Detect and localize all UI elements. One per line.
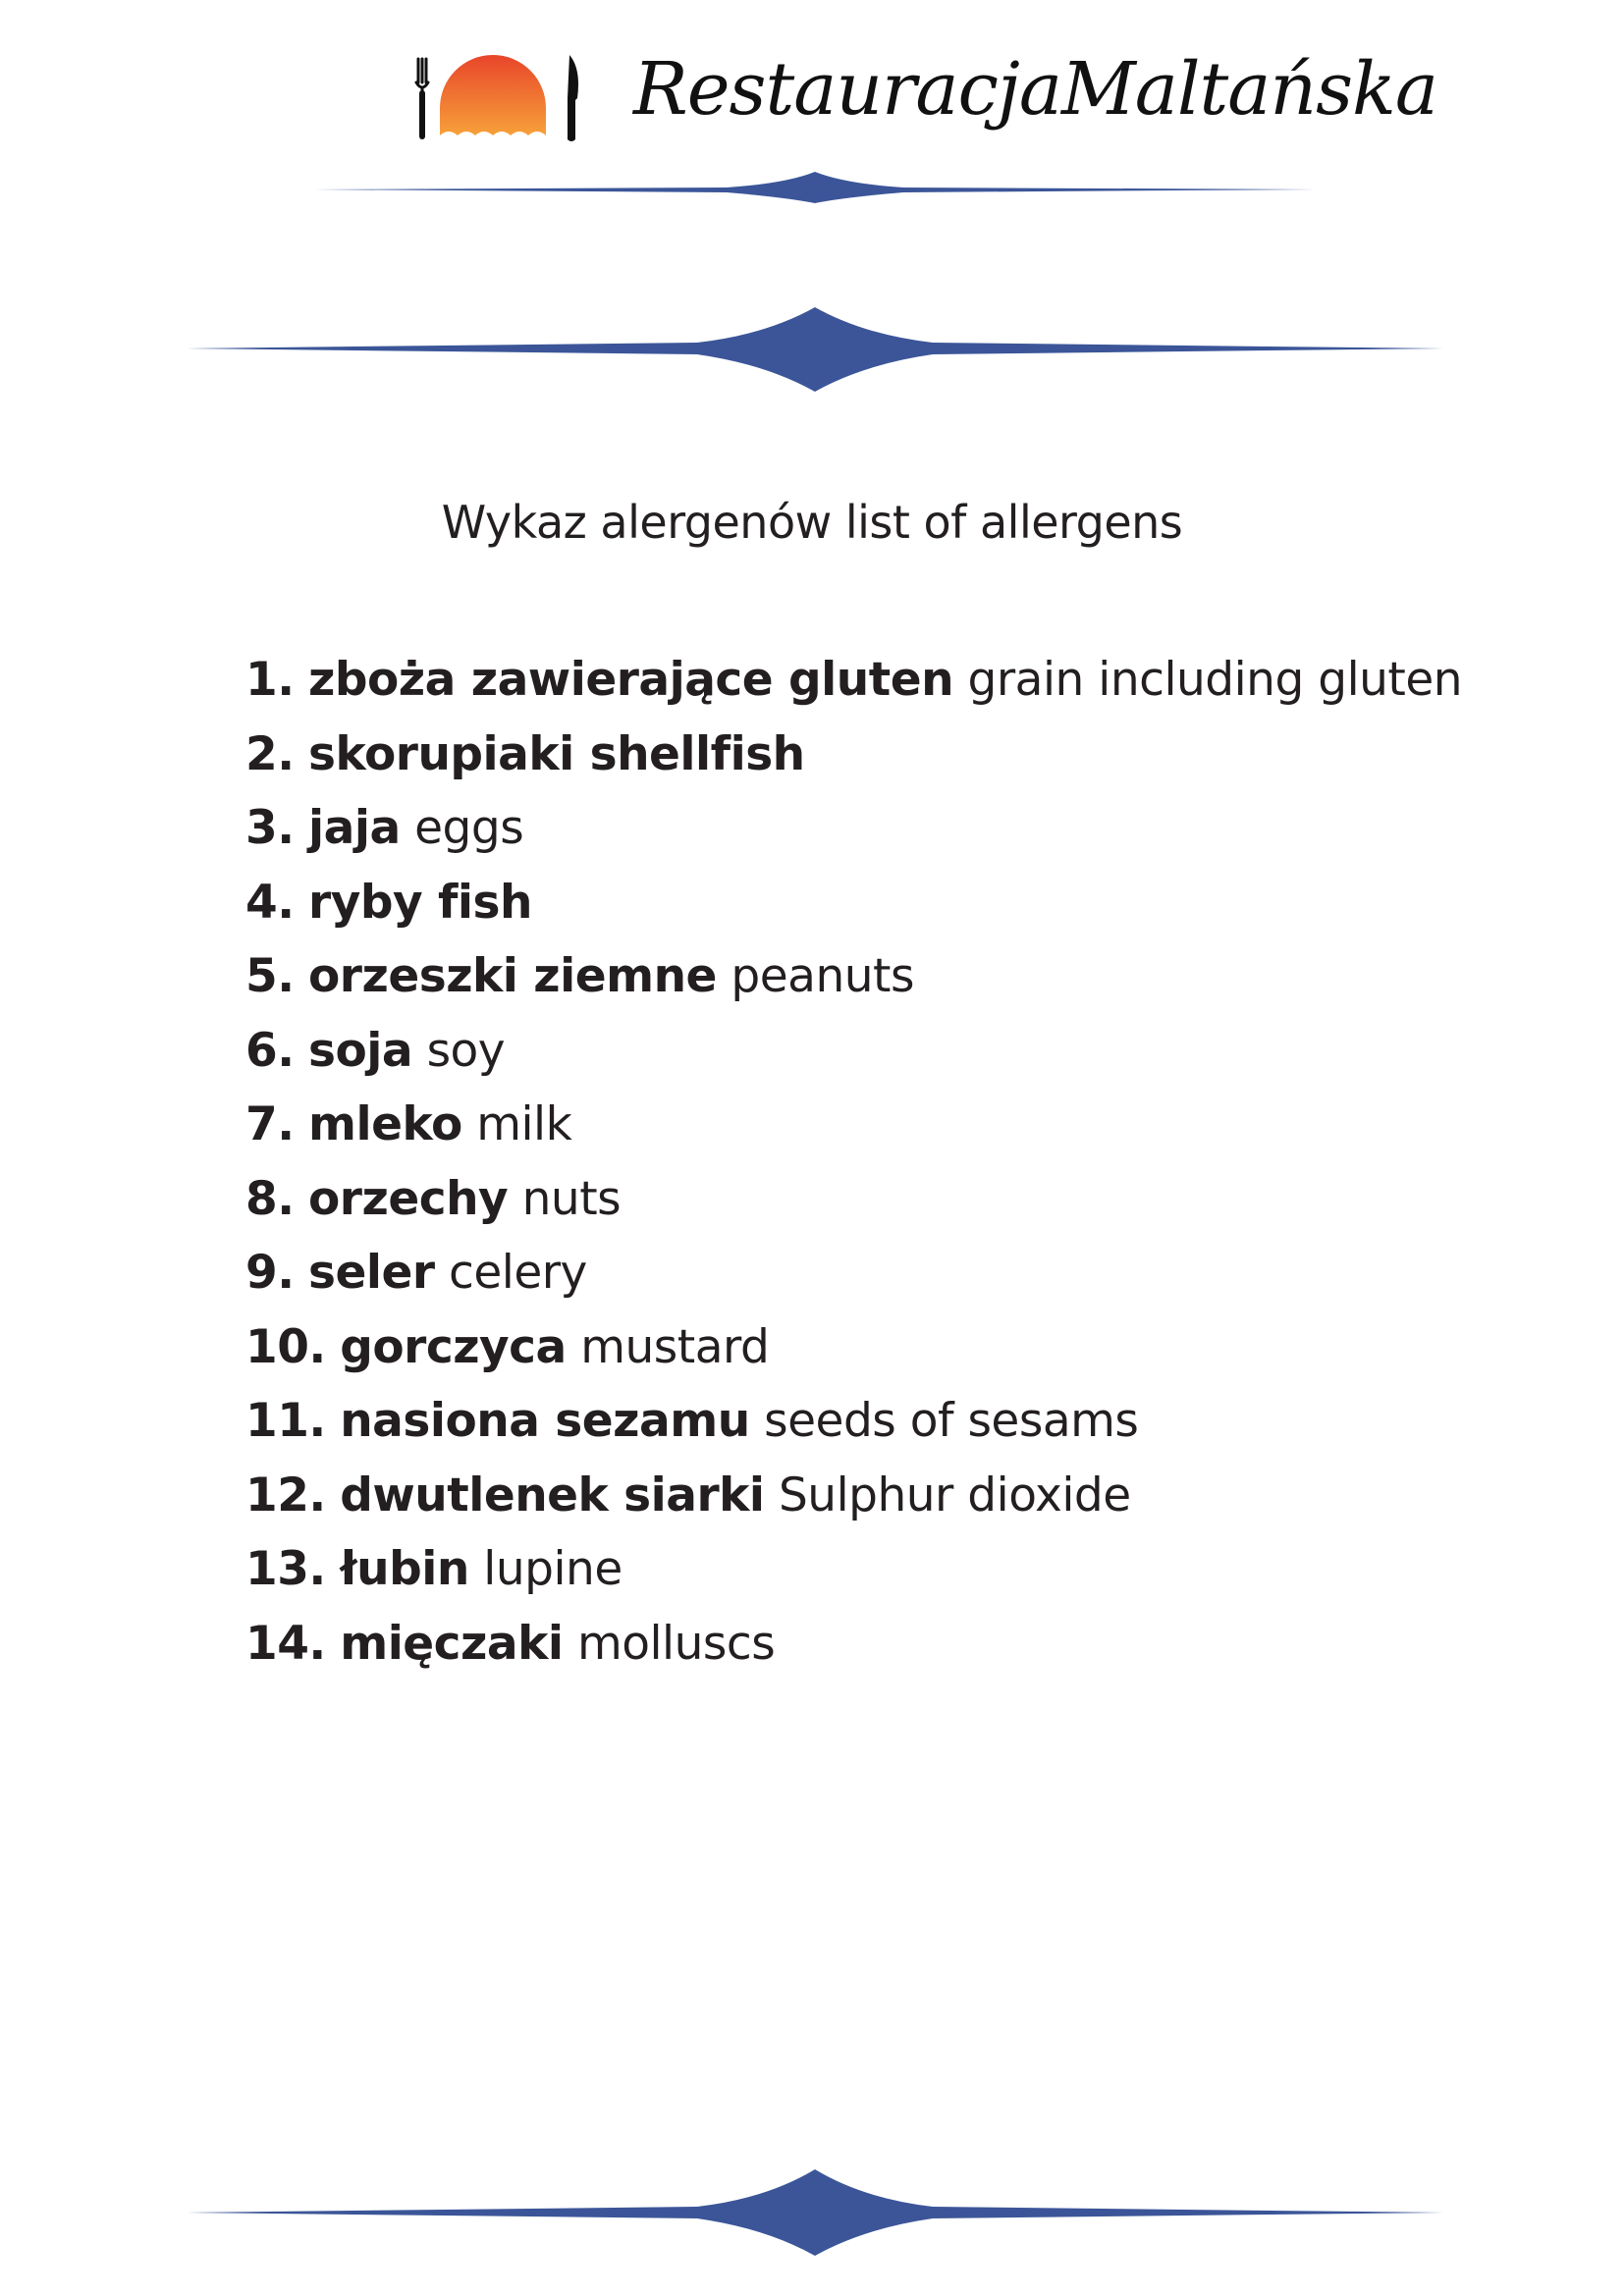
allergen-name-en: molluscs (576, 1616, 776, 1671)
page-title: Wykaz alergenów list of allergens (441, 496, 1183, 549)
allergen-name-en: eggs (414, 801, 524, 855)
allergen-name-en: seeds of sesams (764, 1394, 1139, 1448)
allergen-number: 10. (245, 1319, 326, 1374)
allergen-number: 6. (245, 1023, 295, 1078)
allergen-name-pl: mleko (308, 1097, 462, 1151)
list-item (245, 1162, 1462, 1237)
allergen-number: 12. (245, 1468, 326, 1522)
allergen-name-pl: zboża zawierające gluten (308, 653, 954, 707)
allergen-name-en: mustard (580, 1319, 770, 1374)
header-divider (314, 172, 1316, 211)
allergen-number: 3. (245, 801, 295, 855)
bottom-ornament-divider (187, 2169, 1443, 2258)
list-item (245, 1014, 1462, 1089)
allergen-number: 11. (245, 1394, 326, 1448)
list-item (245, 1384, 1462, 1459)
restaurant-logo (412, 39, 1438, 157)
allergen-name-pl: skorupiaki shellfish (308, 726, 805, 781)
list-item (245, 1607, 1462, 1682)
allergen-number: 2. (245, 726, 295, 781)
allergen-number: 13. (245, 1542, 326, 1596)
allergen-number: 1. (245, 653, 295, 707)
allergen-number: 14. (245, 1616, 326, 1671)
allergen-name-pl: łubin (340, 1542, 469, 1596)
allergen-name-pl: orzeszki ziemne (308, 949, 717, 1003)
restaurant-name: RestauracjaMaltańska (633, 47, 1438, 132)
allergen-number: 9. (245, 1246, 295, 1300)
list-item (245, 1088, 1462, 1162)
allergen-list (245, 643, 1462, 1681)
top-ornament-divider (187, 307, 1443, 396)
allergen-name-en: grain including gluten (967, 653, 1463, 707)
allergen-name-pl: gorczyca (340, 1319, 567, 1374)
allergen-name-en: milk (476, 1097, 572, 1151)
list-item (245, 1310, 1462, 1385)
allergen-name-en: soy (426, 1023, 506, 1078)
allergen-name-pl: seler (308, 1246, 435, 1300)
list-item (245, 939, 1462, 1014)
list-item (245, 643, 1462, 718)
list-item (245, 791, 1462, 866)
fork-sun-knife-icon (412, 39, 599, 157)
list-item (245, 866, 1462, 940)
allergen-name-en: Sulphur dioxide (778, 1468, 1131, 1522)
allergen-number: 5. (245, 949, 295, 1003)
allergen-name-pl: soja (308, 1023, 413, 1078)
allergen-name-pl: jaja (308, 801, 401, 855)
allergen-name-en: nuts (521, 1171, 622, 1226)
allergen-name-pl: ryby fish (308, 875, 532, 930)
allergen-name-pl: mięczaki (340, 1616, 564, 1671)
allergen-name-pl: dwutlenek siarki (340, 1468, 765, 1522)
list-item (245, 1459, 1462, 1533)
allergen-name-en: peanuts (731, 949, 914, 1003)
allergen-name-en: lupine (483, 1542, 623, 1596)
list-item (245, 1236, 1462, 1310)
list-item (245, 1532, 1462, 1607)
allergen-number: 7. (245, 1097, 295, 1151)
allergen-number: 8. (245, 1171, 295, 1226)
allergen-name-en: celery (449, 1246, 587, 1300)
allergen-name-pl: nasiona sezamu (340, 1394, 750, 1448)
allergen-name-pl: orzechy (308, 1171, 509, 1226)
allergen-number: 4. (245, 875, 295, 930)
list-item (245, 718, 1462, 792)
